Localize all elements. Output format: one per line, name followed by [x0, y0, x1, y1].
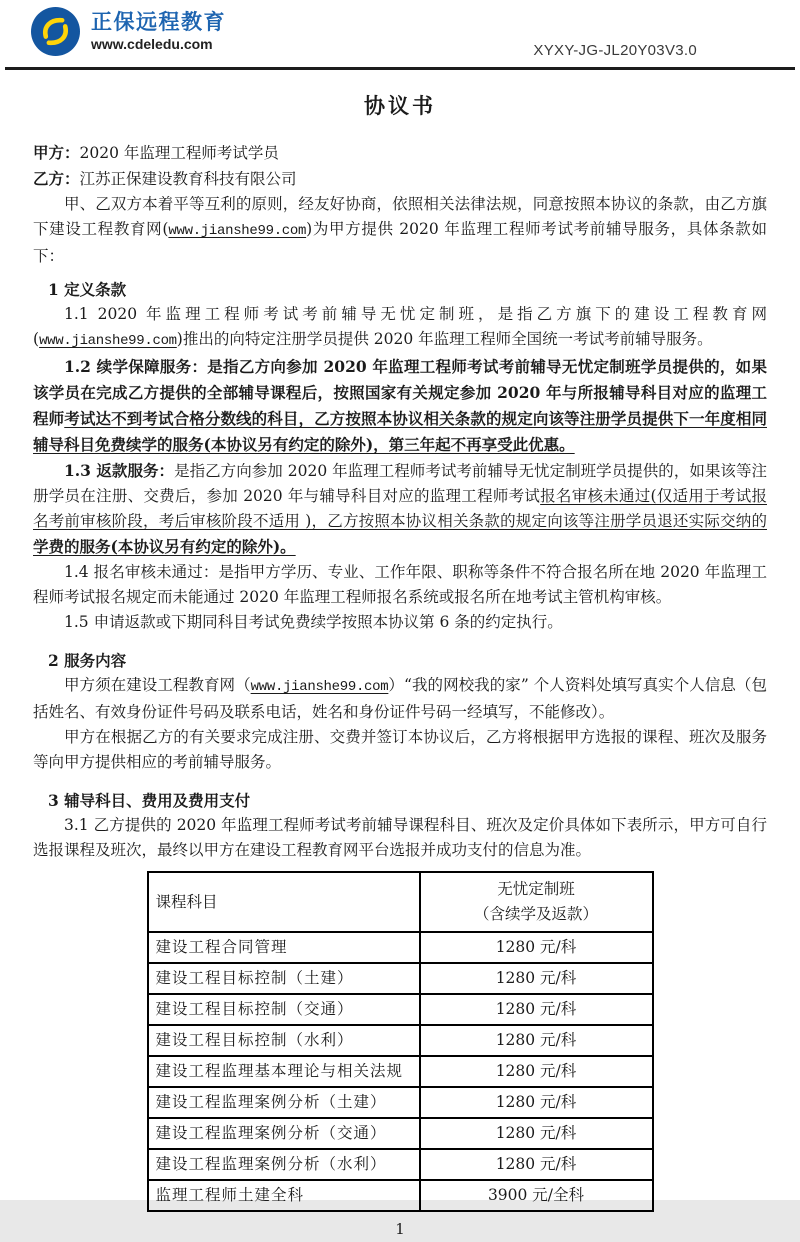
page-number: 1 — [395, 1220, 405, 1238]
document-body — [33, 192, 767, 1242]
clause-1-5 — [33, 610, 767, 635]
table-row — [148, 994, 653, 1025]
text-segment: 1.2 续学保障服务：是指乙方向参加 2020 年监理工程师考试考前辅导无忧定制班学员提供的，如果该学员在完成乙方提供的全部辅导课程后，按照国家有关规定参加 2020 年与所报辅导科目对应的监理工程师 — [33, 357, 767, 428]
subject-cell: 建设工程目标控制（水利） — [148, 1025, 420, 1056]
subject-cell: 建设工程监理基本理论与相关法规 — [148, 1056, 420, 1087]
party-b-value: 江苏正保建设教育科技有限公司 — [79, 170, 297, 188]
document-header — [5, 0, 795, 70]
party-a-value: 2020 年监理工程师考试学员 — [79, 144, 279, 162]
clause-1-4 — [33, 560, 767, 610]
subject-cell: 监理工程师土建全科 — [148, 1180, 420, 1211]
clause-1-2 — [33, 354, 767, 458]
party-b-label: 乙方： — [33, 169, 80, 188]
table-row — [148, 1087, 653, 1118]
table-row — [148, 963, 653, 994]
clause-2-2 — [33, 725, 767, 775]
price-cell: 1280 元/科 — [420, 963, 653, 994]
clause-2-1 — [33, 673, 767, 725]
subject-cell: 建设工程目标控制（交通） — [148, 994, 420, 1025]
table-row — [148, 1180, 653, 1211]
price-table-header-row — [148, 872, 653, 932]
brand-text — [91, 10, 226, 53]
clause-3-1 — [33, 813, 767, 863]
brand-logo — [31, 7, 226, 56]
party-a-label: 甲方： — [33, 143, 80, 162]
text-segment: 报名审核未通过(仅适用于考试报名考前审核阶段，考后审核阶段不适用 )，乙方按照本协议相关条款的规定向该等注册学员退还实际交纳的 — [33, 487, 767, 530]
text-segment: )为甲方提供 2020 年监理工程师考试考前辅导服务，具体条款如下： — [33, 220, 767, 265]
table-row — [148, 1118, 653, 1149]
party-b-line — [33, 166, 767, 192]
price-table-header-subject: 课程科目 — [148, 872, 420, 932]
text-segment: ）“我的网校我的家” 个人资料处填写真实个人信息（包括姓名、有效身份证件号码及联系电话，姓名和身份证件号码一经填写，不能修改）。 — [33, 676, 767, 721]
inline-url: www.jianshe99.com — [39, 333, 177, 349]
text-segment: 学费的服务(本协议另有约定的除外)。 — [33, 537, 296, 556]
section-heading-1: 1 定义条款 — [48, 280, 127, 299]
text-segment: 考试达不到考试合格分数线的科目，乙方按照本协议相关条款的规定向该等注册学员提供下一年度相同辅导科目免费续学的服务(本协议另有约定的除外)，第三年起不再享受此优惠。 — [33, 409, 767, 454]
text-segment: 甲、乙双方本着平等互利的原则，经友好协商，依照相关法律法规，同意按照本协议的条款，由乙方旗下建设工程教育网( — [33, 195, 767, 238]
text-segment: 1.5 申请返款或下期同科目考试免费续学按照本协议第 6 条的约定执行。 — [64, 613, 563, 631]
price-cell: 1280 元/科 — [420, 1149, 653, 1180]
price-table-header-class — [420, 872, 653, 932]
price-cell: 1280 元/科 — [420, 1087, 653, 1118]
parties-block — [33, 140, 767, 192]
brand-name: 正保远程教育 — [91, 11, 226, 34]
price-cell: 1280 元/科 — [420, 932, 653, 963]
table-row — [148, 1056, 653, 1087]
text-segment: 甲方须在建设工程教育网（ — [64, 676, 251, 694]
party-a-line — [33, 140, 767, 166]
subject-cell: 建设工程监理案例分析（交通） — [148, 1118, 420, 1149]
table-row — [148, 1025, 653, 1056]
price-cell: 1280 元/科 — [420, 994, 653, 1025]
text-segment: 1.4 报名审核未通过：是指甲方学历、专业、工作年限、职称等条件不符合报名所在地 2020 年监理工程师考试报名规定而未能通过 2020 年监理工程师报名系统或报名所在地考试主管机构审核。 — [33, 563, 767, 606]
inline-url: www.jianshe99.com — [168, 223, 307, 239]
brand-logo-icon — [31, 7, 80, 56]
clause-1-1 — [33, 302, 767, 354]
price-table — [147, 871, 654, 1212]
class-name-line: 无忧定制班 — [497, 880, 575, 898]
text-segment: 甲方在根据乙方的有关要求完成注册、交费并签订本协议后，乙方将根据甲方选报的课程、班次及服务等向甲方提供相应的考前辅导服务。 — [33, 728, 767, 771]
inline-url: www.jianshe99.com — [250, 679, 389, 695]
price-cell: 1280 元/科 — [420, 1056, 653, 1087]
text-segment: 1.1 2020 年监理工程师考试考前辅导无忧定制班，是指乙方旗下的建设工程教育网( — [33, 305, 767, 348]
brand-url: www.cdeledu.com — [91, 36, 213, 52]
price-cell: 1280 元/科 — [420, 1118, 653, 1149]
subject-cell: 建设工程目标控制（土建） — [148, 963, 420, 994]
price-cell: 1280 元/科 — [420, 1025, 653, 1056]
subject-cell: 建设工程监理案例分析（土建） — [148, 1087, 420, 1118]
text-segment: )推出的向特定注册学员提供 2020 年监理工程师全国统一考试考前辅导服务。 — [176, 330, 713, 348]
document-number: XYXY-JG-JL20Y03V3.0 — [533, 42, 697, 59]
text-segment: 3.1 乙方提供的 2020 年监理工程师考试考前辅导课程科目、班次及定价具体如下表所示，甲方可自行选报课程及班次，最终以甲方在建设工程教育网平台选报并成功支付的信息为准。 — [33, 816, 767, 859]
subject-cell: 建设工程合同管理 — [148, 932, 420, 963]
section-heading-2: 2 服务内容 — [48, 651, 127, 670]
page-title: 协议书 — [364, 93, 436, 118]
section-heading-3: 3 辅导科目、费用及费用支付 — [48, 791, 251, 810]
subject-cell: 建设工程监理案例分析（水利） — [148, 1149, 420, 1180]
text-segment: 1.3 返款服务： — [64, 461, 175, 480]
class-note-line: （含续学及返款） — [473, 905, 598, 923]
table-row — [148, 1149, 653, 1180]
price-cell: 3900 元/全科 — [420, 1180, 653, 1211]
text-segment: 是指乙方向参加 2020 年监理工程师考试考前辅导无忧定制班学员提供的，如果该等注册学员在注册、交费后，参加 2020 年与辅导科目对应的监理工程师考试 — [33, 462, 767, 505]
clause-1-3 — [33, 458, 767, 560]
intro-paragraph — [33, 192, 767, 269]
table-row — [148, 932, 653, 963]
